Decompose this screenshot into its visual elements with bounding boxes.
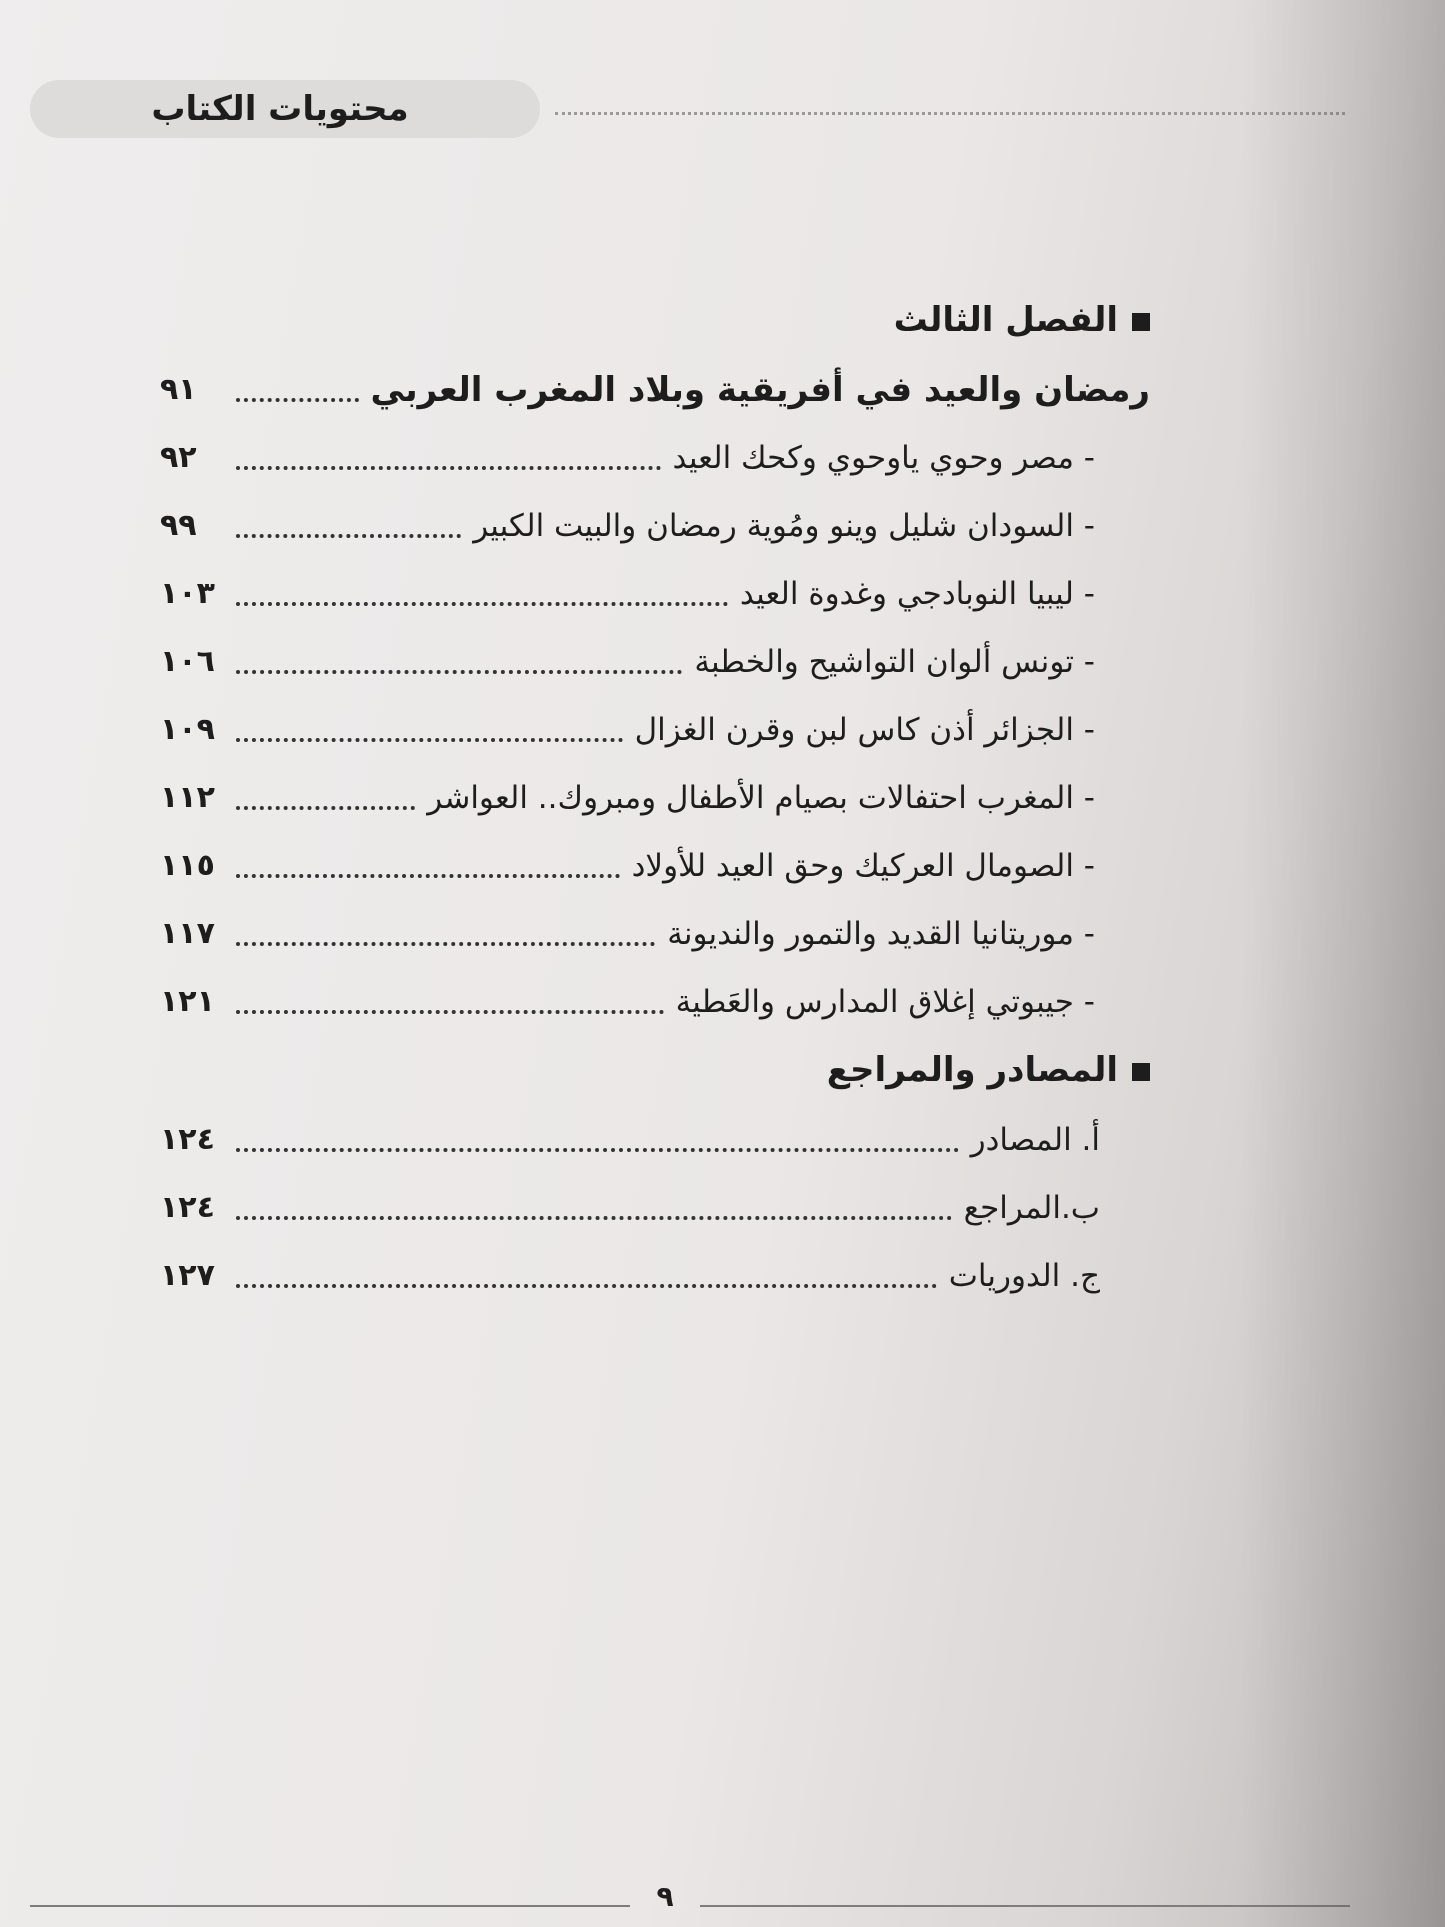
- dot-leader: [236, 1284, 937, 1288]
- toc-entry-title: ج. الدوريات: [948, 1258, 1100, 1294]
- toc-entry[interactable]: [160, 365, 1150, 415]
- square-bullet-icon: [1132, 1063, 1150, 1081]
- toc-entry-page: ١٠٩: [160, 712, 215, 747]
- toc-entry-title: - جيبوتي إغلاق المدارس والعَطية: [675, 984, 1095, 1020]
- toc-entry-page: ١٢٧: [160, 1258, 215, 1293]
- toc-entry-title: ب.المراجع: [963, 1190, 1100, 1226]
- dot-leader: [236, 670, 682, 674]
- page-number: ٩: [656, 1880, 674, 1913]
- toc-entry-page: ١٠٦: [160, 644, 215, 679]
- toc-entry[interactable]: [160, 841, 1095, 891]
- toc-entry-title: - مصر وحوي ياوحوي وكحك العيد: [672, 440, 1095, 476]
- dot-leader: [236, 1010, 664, 1014]
- toc-entry-page: ١١٢: [160, 780, 215, 815]
- section-heading-text: المصادر والمراجع: [826, 1050, 1118, 1090]
- section-heading-references: [827, 1045, 1150, 1095]
- section-heading-chapter-three: [894, 295, 1150, 345]
- toc-entry-title: - تونس ألوان التواشيح والخطبة: [694, 644, 1095, 680]
- dot-leader: [236, 806, 415, 810]
- dot-leader: [236, 942, 655, 946]
- toc-entry[interactable]: [160, 501, 1095, 551]
- dot-leader: [236, 1148, 959, 1152]
- section-heading-text: الفصل الثالث: [893, 300, 1118, 340]
- toc-entry[interactable]: [160, 569, 1095, 619]
- toc-entry-page: ١٢٤: [160, 1190, 215, 1225]
- page-header: [0, 70, 1445, 140]
- page-title: محتويات الكتاب: [151, 89, 409, 129]
- toc-entry-title: - الجزائر أذن كاس لبن وقرن الغزال: [634, 712, 1095, 748]
- page-edge-shadow: [1240, 0, 1445, 1927]
- dot-leader: [236, 466, 661, 470]
- dot-leader: [236, 602, 728, 606]
- toc-entry-page: ٩٢: [160, 440, 197, 475]
- toc-entry-title: - الصومال العركيك وحق العيد للأولاد: [631, 848, 1095, 884]
- toc-entry-title: رمضان والعيد في أفريقية وبلاد المغرب العربي: [370, 370, 1150, 410]
- footer-rule-right: [700, 1905, 1350, 1907]
- toc-entry-title: أ. المصادر: [970, 1122, 1100, 1158]
- toc-entry-page: ٩٩: [160, 508, 197, 543]
- toc-entry[interactable]: [160, 705, 1095, 755]
- dot-leader: [236, 534, 461, 538]
- toc-entry-page: ١٠٣: [160, 576, 215, 611]
- toc-entry[interactable]: [160, 637, 1095, 687]
- toc-entry-page: ١٢١: [160, 984, 215, 1019]
- toc-entry[interactable]: [160, 1115, 1100, 1165]
- toc-entry-title: - موريتانيا القديد والتمور والنديونة: [667, 916, 1095, 952]
- dot-leader: [236, 1216, 952, 1220]
- toc-entry-page: ١١٧: [160, 916, 215, 951]
- toc-entry[interactable]: [160, 1183, 1100, 1233]
- toc-entry[interactable]: [160, 773, 1095, 823]
- toc-entry-page: ٩١: [160, 372, 197, 407]
- footer-rule-left: [30, 1905, 630, 1907]
- dot-leader: [236, 738, 623, 742]
- toc-entry-title: - ليبيا النوبادجي وغدوة العيد: [739, 576, 1095, 612]
- toc-entry[interactable]: [160, 1251, 1100, 1301]
- toc-entry-page: ١١٥: [160, 848, 215, 883]
- header-dotted-rule: [555, 112, 1345, 115]
- toc-entry[interactable]: [160, 977, 1095, 1027]
- toc-entry[interactable]: [160, 433, 1095, 483]
- toc-entry-page: ١٢٤: [160, 1122, 215, 1157]
- dot-leader: [236, 874, 620, 878]
- toc-entry-title: - السودان شليل وينو ومُوية رمضان والبيت الكبير: [473, 508, 1095, 544]
- toc-entry[interactable]: [160, 909, 1095, 959]
- dot-leader: [236, 398, 359, 402]
- toc-entry-title: - المغرب احتفالات بصيام الأطفال ومبروك.. العواشر: [427, 780, 1095, 816]
- square-bullet-icon: [1132, 313, 1150, 331]
